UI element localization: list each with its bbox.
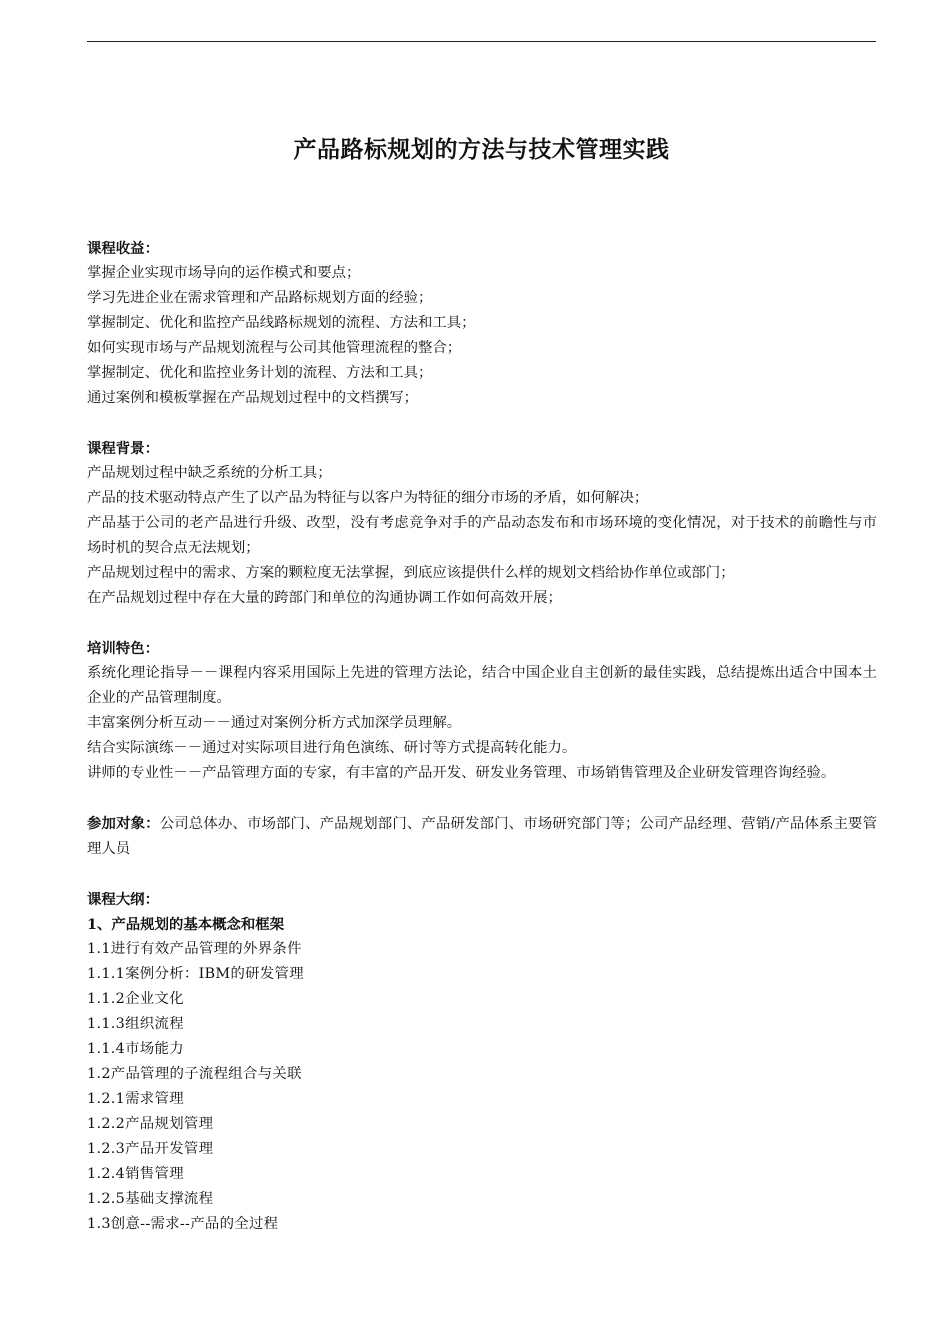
outline-item: 1.2.4销售管理 — [87, 1166, 184, 1182]
header-rule — [87, 41, 876, 42]
benefit-item: 学习先进企业在需求管理和产品路标规划方面的经验； — [87, 290, 433, 306]
benefit-item: 掌握企业实现市场导向的运作模式和要点； — [87, 265, 361, 281]
outline-item: 1.2.1需求管理 — [87, 1091, 184, 1107]
benefit-item: 掌握制定、优化和监控业务计划的流程、方法和工具； — [87, 365, 433, 381]
benefit-item: 如何实现市场与产品规划流程与公司其他管理流程的整合； — [87, 340, 462, 356]
feature-item: 结合实际演练－－通过对实际项目进行角色演练、研讨等方式提高转化能力。 — [87, 740, 577, 756]
audience-text: 公司总体办、市场部门、产品规划部门、产品研发部门、市场研究部门等；公司产品经理、营销/产品体系主要管理人员 — [87, 816, 877, 857]
feature-item: 讲师的专业性－－产品管理方面的专家，有丰富的产品开发、研发业务管理、市场销售管理及企业研发管理咨询经验。 — [87, 765, 836, 781]
outline-chapter-title: 1、产品规划的基本概念和框架 — [87, 916, 285, 933]
outline-item: 1.1.4市场能力 — [87, 1041, 184, 1057]
section-heading-background: 课程背景： — [87, 440, 159, 457]
audience-paragraph — [87, 811, 877, 862]
background-item: 产品规划过程中的需求、方案的颗粒度无法掌握，到底应该提供什么样的规划文档给协作单位或部门； — [87, 565, 735, 581]
background-item: 产品的技术驱动特点产生了以产品为特征与以客户为特征的细分市场的矛盾，如何解决； — [87, 490, 649, 506]
section-outline — [87, 887, 877, 1237]
section-heading-benefits: 课程收益： — [87, 240, 159, 257]
section-heading-features: 培训特色： — [87, 640, 159, 657]
background-item: 产品规划过程中缺乏系统的分析工具； — [87, 465, 332, 481]
outline-item: 1.3创意--需求--产品的全过程 — [87, 1216, 279, 1232]
benefit-item: 通过案例和模板掌握在产品规划过程中的文档撰写； — [87, 390, 418, 406]
outline-item: 1.2.3产品开发管理 — [87, 1141, 214, 1157]
outline-item: 1.1.2企业文化 — [87, 991, 184, 1007]
outline-item: 1.1.1案例分析：IBM的研发管理 — [87, 966, 304, 982]
section-features — [87, 636, 877, 786]
outline-item: 1.2产品管理的子流程组合与关联 — [87, 1066, 302, 1082]
outline-item: 1.1.3组织流程 — [87, 1016, 184, 1032]
section-audience — [87, 811, 877, 862]
document-title: 产品路标规划的方法与技术管理实践 — [293, 136, 670, 163]
section-benefits — [87, 236, 877, 411]
background-item: 产品基于公司的老产品进行升级、改型，没有考虑竞争对手的产品动态发布和市场环境的变化情况，对于技术的前瞻性与市场时机的契合点无法规划； — [87, 515, 877, 556]
outline-item: 1.1进行有效产品管理的外界条件 — [87, 941, 302, 957]
feature-item: 系统化理论指导－－课程内容采用国际上先进的管理方法论，结合中国企业自主创新的最佳实践，总结提炼出适合中国本土企业的产品管理制度。 — [87, 665, 877, 706]
outline-item: 1.2.2产品规划管理 — [87, 1116, 214, 1132]
outline-item: 1.2.5基础支撑流程 — [87, 1191, 214, 1207]
benefit-item: 掌握制定、优化和监控产品线路标规划的流程、方法和工具； — [87, 315, 476, 331]
document-body — [87, 236, 877, 1262]
audience-label: 参加对象： — [87, 815, 160, 832]
section-background — [87, 436, 877, 611]
section-heading-outline: 课程大纲： — [87, 891, 159, 908]
background-item: 在产品规划过程中存在大量的跨部门和单位的沟通协调工作如何高效开展； — [87, 590, 562, 606]
feature-item: 丰富案例分析互动－－通过对案例分析方式加深学员理解。 — [87, 715, 462, 731]
